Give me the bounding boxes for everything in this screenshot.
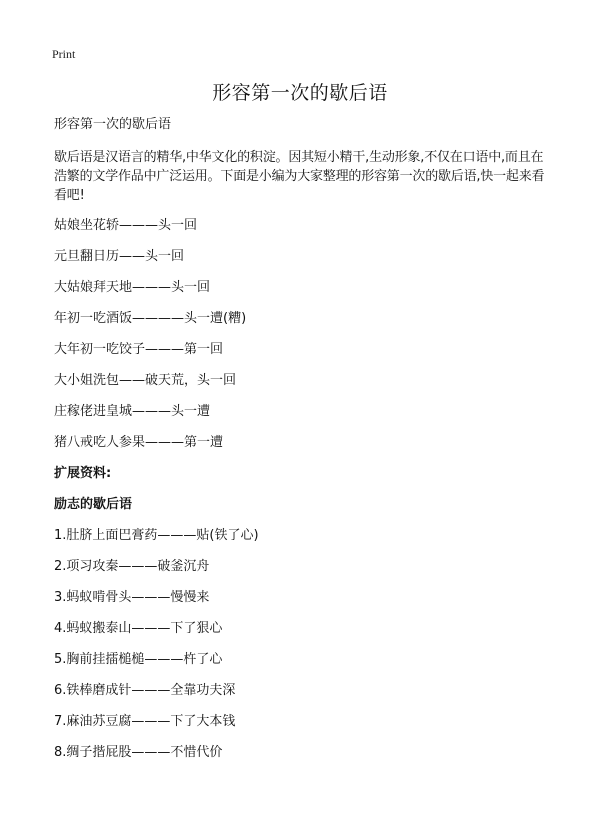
article-body bbox=[54, 115, 554, 774]
list-item: 5.胸前挂擂槌槌———杵了心 bbox=[54, 652, 223, 667]
first-time-idiom-list bbox=[54, 216, 554, 464]
list-item: 年初一吃酒饭————头一遭(糟) bbox=[54, 311, 247, 326]
inspire-heading: 励志的歇后语 bbox=[54, 497, 133, 512]
list-item: 大姑娘拜天地———头一回 bbox=[54, 280, 211, 295]
list-item: 大年初一吃饺子———第一回 bbox=[54, 342, 224, 357]
list-item: 4.蚂蚁搬泰山———下了狠心 bbox=[54, 621, 223, 636]
list-item: 元旦翻日历——头一回 bbox=[54, 249, 185, 264]
list-item: 8.绸子揩屁股———不惜代价 bbox=[54, 745, 223, 760]
extension-heading: 扩展资料: bbox=[54, 466, 112, 481]
list-item: 3.蚂蚁啃骨头———慢慢来 bbox=[54, 590, 210, 605]
print-label: Print bbox=[52, 47, 76, 61]
list-item: 庄稼佬进皇城———头一遭 bbox=[54, 404, 211, 419]
list-item: 大小姐洗包——破天荒，头一回 bbox=[54, 373, 237, 388]
intro-paragraph: 歇后语是汉语言的精华,中华文化的积淀。因其短小精干,生动形象,不仅在口语中,而且在浩繁的文学作品中广泛运用。下面是小编为大家整理的形容第一次的歇后语,快一起来看看吧! bbox=[54, 150, 545, 203]
list-item: 1.肚脐上面巴膏药———贴(铁了心) bbox=[54, 528, 259, 543]
article-subtitle: 形容第一次的歇后语 bbox=[54, 117, 172, 132]
list-item: 猪八戒吃人参果———第一遭 bbox=[54, 435, 224, 450]
list-item: 2.项习攻秦———破釜沉舟 bbox=[54, 559, 210, 574]
list-item: 7.麻油苏豆腐———下了大本钱 bbox=[54, 714, 236, 729]
list-item: 姑娘坐花轿———头一回 bbox=[54, 218, 198, 233]
list-item: 6.铁棒磨成针———全靠功夫深 bbox=[54, 683, 236, 698]
page-title: 形容第一次的歇后语 bbox=[212, 82, 388, 104]
inspire-idiom-list bbox=[54, 526, 554, 774]
